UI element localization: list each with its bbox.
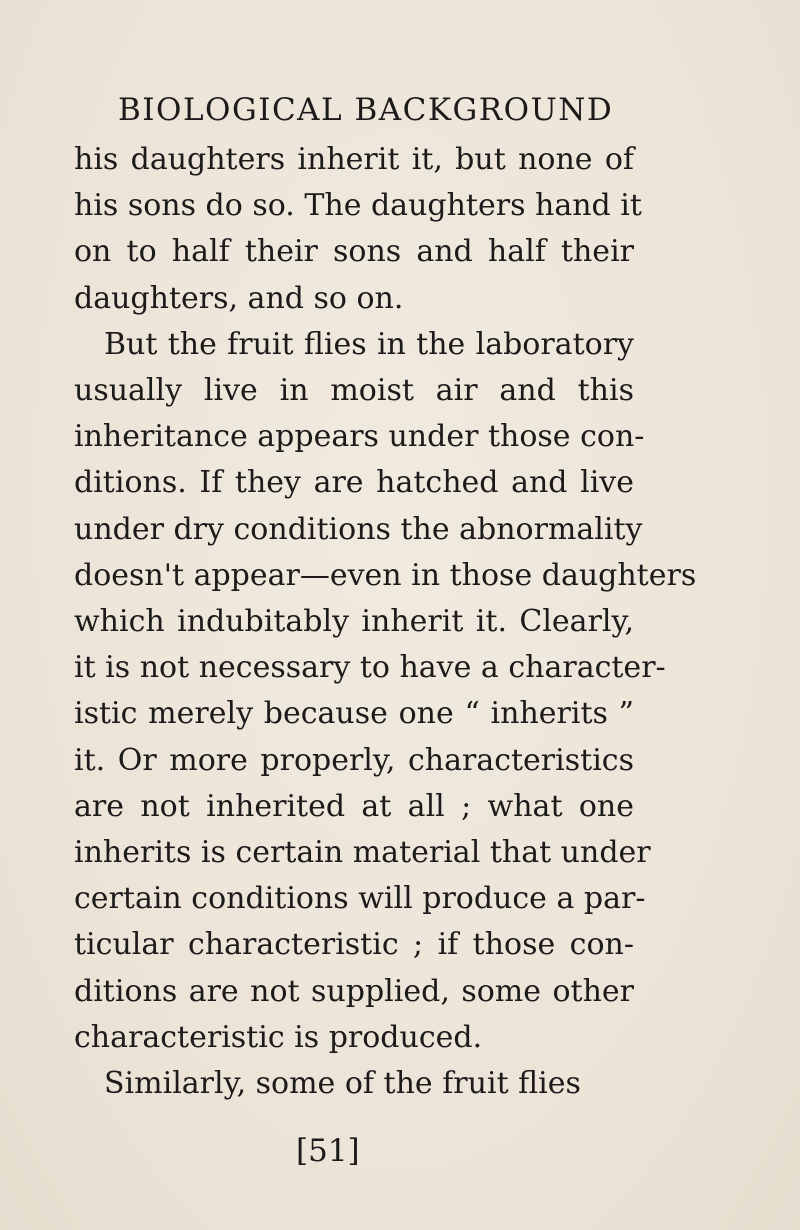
text-line: it. Or more properly, characteristics	[74, 742, 634, 778]
text-line: daughters, and so on.	[74, 280, 404, 316]
text-line: are not inherited at all ; what one	[74, 788, 634, 824]
text-line: ditions. If they are hatched and live	[74, 465, 634, 501]
text-line: on to half their sons and half their	[74, 234, 634, 270]
text-line: under dry conditions the abnormality	[74, 511, 643, 547]
text-line: inheritance appears under those con-	[74, 419, 645, 455]
running-head: BIOLOGICAL BACKGROUND	[118, 92, 614, 128]
text-line: inherits is certain material that under	[74, 835, 651, 871]
text-line: ticular characteristic ; if those con-	[74, 927, 634, 963]
text-line: doesn't appear—even in those daughters	[74, 557, 697, 593]
paragraph-start-line: Similarly, some of the fruit flies	[104, 1066, 581, 1102]
text-line: certain conditions will produce a par-	[74, 881, 646, 917]
text-line: ditions are not supplied, some other	[74, 973, 634, 1009]
body-text	[74, 137, 697, 1107]
text-line: it is not necessary to have a character-	[74, 650, 666, 686]
page-number: [51]	[296, 1133, 360, 1169]
text-line: usually live in moist air and this	[74, 373, 634, 409]
text-line: istic merely because one “ inherits ”	[74, 696, 634, 732]
text-line: characteristic is produced.	[74, 1019, 483, 1055]
text-line: his sons do so. The daughters hand it	[74, 188, 642, 224]
text-line: which indubitably inherit it. Clearly,	[74, 604, 634, 640]
text-line: his daughters inherit it, but none of	[74, 142, 634, 177]
paragraph-start-line: But the fruit flies in the laboratory	[104, 326, 634, 362]
